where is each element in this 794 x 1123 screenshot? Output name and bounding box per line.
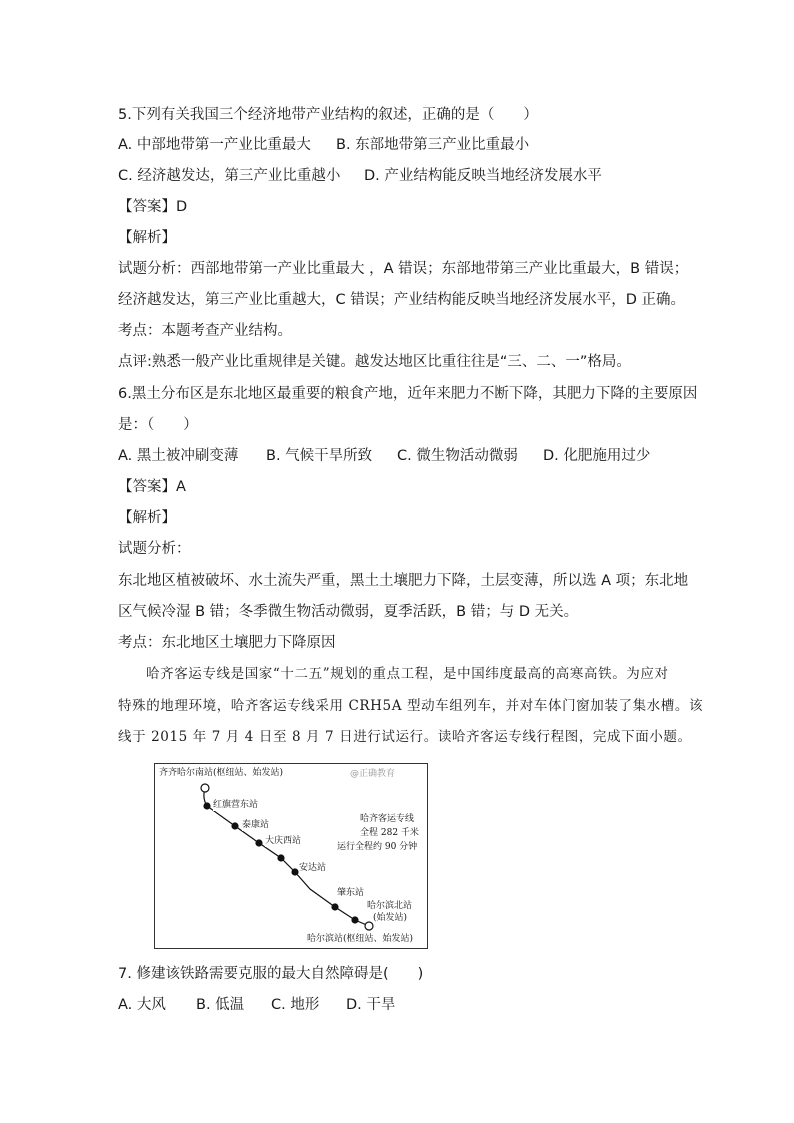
station-label-anda: 安达站 — [299, 863, 327, 873]
watermark: @正确教育 — [350, 769, 396, 779]
q5-option-c: C. 经济越发达，第三产业比重越小 — [118, 168, 341, 184]
station-dot-harbin — [365, 922, 373, 930]
station-dot-zhaodong — [331, 903, 338, 910]
station-dot-harbin-bei — [351, 916, 358, 923]
station-label-harbin-bei-note: (始发站) — [373, 913, 408, 923]
q5-analysis-line-1: 试题分析：西部地带第一产业比重最大 ，A 错误；东部地带第三产业比重最大，B 错误； — [118, 261, 689, 277]
station-label-taikang: 泰康站 — [242, 820, 270, 830]
q7-option-c: C. 地形 — [271, 997, 320, 1013]
q5-stem: 5.下列有关我国三个经济地带产业结构的叙述，正确的是（ ） — [118, 107, 538, 123]
station-label-qiqihar-nan: 齐齐哈尔南站(枢纽站、始发站) — [159, 768, 284, 778]
q6-option-c: C. 微生物活动微弱 — [397, 448, 518, 464]
q6-kaodian: 考点：东北地区土壤肥力下降原因 — [118, 635, 336, 651]
passage-line-1: 哈齐客运专线是国家“十二五”规划的重点工程，是中国纬度最高的高寒高铁。为应对 — [146, 666, 669, 682]
q7-option-b: B. 低温 — [196, 997, 245, 1013]
station-label-harbin-bei: 哈尔滨北站 — [367, 901, 413, 911]
q6-option-d: D. 化肥施用过少 — [543, 448, 651, 464]
q6-stem-line-1: 6.黑土分布区是东北地区最重要的粮食产地，近年来肥力不断下降，其肥力下降的主要原因 — [118, 386, 698, 402]
station-dot-anda — [291, 868, 298, 875]
q5-option-b: B. 东部地带第三产业比重最小 — [336, 137, 530, 153]
q6-option-b: B. 气候干旱所致 — [266, 448, 373, 464]
q6-analysis-title: 【解析】 — [118, 510, 176, 526]
station-dot-extra — [277, 854, 284, 861]
q5-option-a: A. 中部地带第一产业比重最大 — [118, 137, 311, 153]
route-info-duration: 运行全程约 90 分钟 — [337, 842, 418, 852]
q6-analysis-line-2: 区气候冷湿 B 错；冬季微生物活动微弱，夏季活跃，B 错；与 D 无关。 — [118, 604, 579, 620]
q6-stem-line-2: 是：（ ） — [118, 417, 198, 433]
q6-option-a: A. 黑土被冲刷变薄 — [118, 448, 239, 464]
route-info-title: 哈齐客运专线 — [360, 814, 415, 824]
route-map — [154, 763, 428, 949]
q5-analysis-title: 【解析】 — [118, 230, 176, 246]
route-info-length: 全程 282 千米 — [360, 828, 419, 838]
q5-answer: 【答案】D — [118, 199, 188, 215]
q6-answer: 【答案】A — [118, 479, 186, 495]
q5-option-d: D. 产业结构能反映当地经济发展水平 — [364, 168, 602, 184]
station-dot-qiqihar-nan — [201, 784, 209, 792]
q6-analysis-line-1: 东北地区植被破坏、水土流失严重，黑土土壤肥力下降，土层变薄，所以选 A 项；东北地 — [118, 573, 689, 589]
station-label-daqing-xi: 大庆西站 — [265, 836, 302, 846]
q5-analysis-line-2: 经济越发达，第三产业比重越大，C 错误；产业结构能反映当地经济发展水平，D 正确。 — [118, 292, 686, 308]
passage-line-2: 特殊的地理环境，哈齐客运专线采用 CRH5A 型动车组列车，并对车体门窗加装了集水槽。该 — [118, 698, 704, 714]
station-dot-taikang — [231, 822, 238, 829]
station-label-hongqiying-dong: 红旗营东站 — [213, 800, 259, 810]
q7-stem: 7. 修建该铁路需要克服的最大自然障碍是( ) — [118, 966, 424, 982]
q5-kaodian: 考点：本题考查产业结构。 — [118, 323, 292, 339]
station-label-zhaodong: 肇东站 — [337, 888, 365, 898]
q7-option-a: A. 大风 — [118, 997, 166, 1013]
station-dot-daqing-xi — [255, 839, 262, 846]
q5-dianping: 点评:熟悉一般产业比重规律是关键。越发达地区比重往往是“三、二、一”格局。 — [118, 354, 631, 370]
station-dot-hongqiying-dong — [203, 802, 210, 809]
q7-option-d: D. 干旱 — [346, 997, 396, 1013]
station-label-harbin: 哈尔滨站(枢纽站、始发站) — [307, 934, 414, 944]
passage-line-3: 线于 2015 年 7 月 4 日至 8 月 7 日进行试运行。读哈齐客运专线行程图，完成下面小题。 — [118, 729, 692, 745]
q6-analysis-head: 试题分析： — [118, 541, 191, 557]
